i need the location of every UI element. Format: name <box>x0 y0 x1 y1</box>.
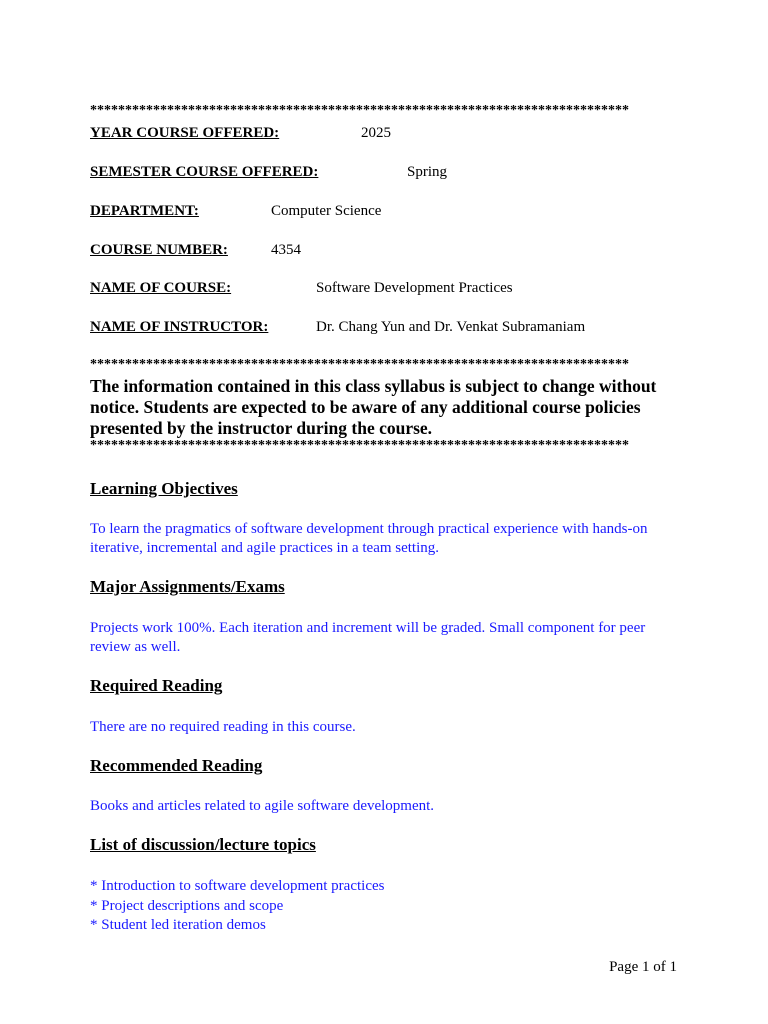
learning-objectives-heading: Learning Objectives <box>90 479 238 498</box>
semester-value: Spring <box>407 164 448 180</box>
department-value: Computer Science <box>271 203 382 219</box>
required-reading-text: There are no required reading in this course. <box>90 719 356 735</box>
separator-rule-middle: ***************************************************************************** <box>90 358 629 372</box>
learning-objectives-text: To learn the pragmatics of software development through practical experience with hands-on iterative, incremental and agile practices in a team setting. <box>90 521 648 556</box>
list-item: * Student led iteration demos <box>90 917 266 933</box>
major-assignments-heading: Major Assignments/Exams <box>90 577 285 596</box>
recommended-reading-heading: Recommended Reading <box>90 756 263 775</box>
department-label: DEPARTMENT: <box>90 203 199 219</box>
lecture-topics-heading: List of discussion/lecture topics <box>90 835 316 854</box>
syllabus-notice: The information contained in this class syllabus is subject to change without notice. Students are expected to be aware of any additional course policies presented by the instructor during the course. <box>90 376 657 438</box>
course-name-value: Software Development Practices <box>316 280 513 296</box>
instructor-label: NAME OF INSTRUCTOR: <box>90 319 269 335</box>
year-label: YEAR COURSE OFFERED: <box>90 125 280 141</box>
semester-label: SEMESTER COURSE OFFERED: <box>90 164 319 180</box>
year-value: 2025 <box>361 125 391 141</box>
page-number: Page 1 of 1 <box>609 959 677 975</box>
separator-rule-top: ***************************************************************************** <box>90 104 629 118</box>
major-assignments-text: Projects work 100%. Each iteration and increment will be graded. Small component for peer review as well. <box>90 620 646 655</box>
course-name-label: NAME OF COURSE: <box>90 280 232 296</box>
course-number-label: COURSE NUMBER: <box>90 242 228 258</box>
list-item: * Introduction to software development practices <box>90 878 385 894</box>
required-reading-heading: Required Reading <box>90 676 223 695</box>
course-number-value: 4354 <box>271 242 301 258</box>
separator-rule-bottom: ***************************************************************************** <box>90 439 629 453</box>
recommended-reading-text: Books and articles related to agile software development. <box>90 798 435 814</box>
instructor-value: Dr. Chang Yun and Dr. Venkat Subramaniam <box>316 319 586 335</box>
list-item: * Project descriptions and scope <box>90 898 284 914</box>
